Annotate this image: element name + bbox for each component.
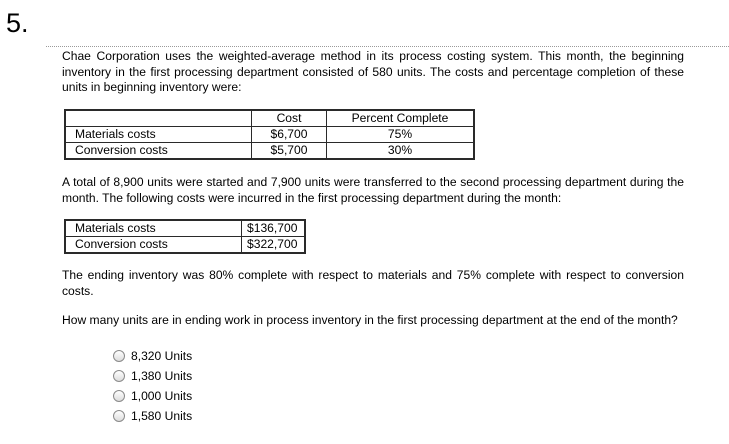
table-row — [65, 143, 474, 160]
radio-button[interactable] — [113, 390, 125, 402]
radio-button[interactable] — [113, 370, 125, 382]
answer-option[interactable] — [113, 406, 192, 426]
table-row — [65, 237, 305, 254]
table-header-empty — [65, 110, 252, 127]
question-intro: Chae Corporation uses the weighted-average method in its process costing system. This month, the beginning inventory in the first processing department consisted of 580 units. The costs and percentage completion of these units in beginning inventory were: — [62, 49, 684, 94]
table-row — [65, 220, 305, 237]
radio-button[interactable] — [113, 350, 125, 362]
row-label: Conversion costs — [65, 237, 242, 254]
row-percent: 75% — [327, 127, 475, 143]
answer-options — [113, 346, 192, 426]
answer-option-label[interactable]: 1,000 Units — [131, 389, 193, 403]
radio-button[interactable] — [113, 410, 125, 422]
question-middle: A total of 8,900 units were started and 7,900 units were transferred to the second processing department during the month. The following costs were incurred in the first processing department during the month: — [62, 175, 684, 205]
answer-option-label[interactable]: 1,580 Units — [131, 409, 193, 423]
table-header-percent: Percent Complete — [327, 110, 475, 127]
answer-option-label[interactable]: 1,380 Units — [131, 369, 193, 383]
row-value: $136,700 — [242, 220, 306, 237]
row-label: Conversion costs — [65, 143, 252, 160]
row-cost: $6,700 — [252, 127, 327, 143]
answer-option[interactable] — [113, 386, 192, 406]
answer-option[interactable] — [113, 346, 192, 366]
question-number: 5. — [6, 8, 29, 38]
costs-incurred-table — [64, 219, 306, 254]
row-percent: 30% — [327, 143, 475, 160]
question-ending: The ending inventory was 80% complete with respect to materials and 75% complete with respect to conversion costs. — [62, 268, 684, 298]
row-cost: $5,700 — [252, 143, 327, 160]
row-value: $322,700 — [242, 237, 306, 254]
question-prompt: How many units are in ending work in process inventory in the first processing department at the end of the month? — [62, 313, 678, 327]
row-label: Materials costs — [65, 127, 252, 143]
table-row — [65, 127, 474, 143]
beginning-inventory-table — [64, 109, 475, 160]
answer-option[interactable] — [113, 366, 192, 386]
answer-option-label[interactable]: 8,320 Units — [131, 349, 193, 363]
table-header-row — [65, 110, 474, 127]
table-header-cost: Cost — [252, 110, 327, 127]
row-label: Materials costs — [65, 220, 242, 237]
divider — [46, 46, 729, 47]
